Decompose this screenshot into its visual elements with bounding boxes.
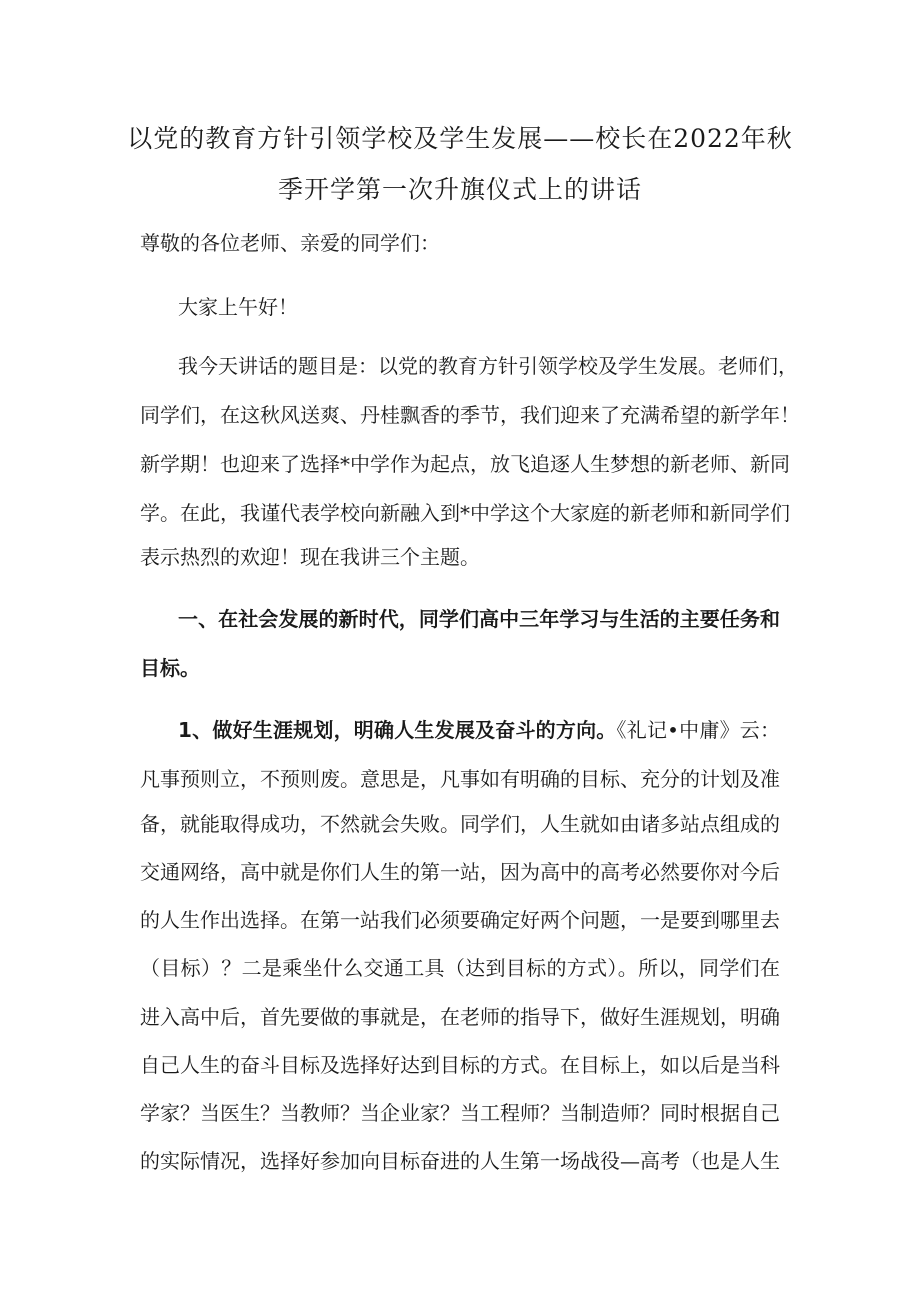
- body-line: 自己人生的奋斗目标及选择好达到目标的方式。在目标上，如以后是当科: [140, 1053, 780, 1077]
- intro-line: 我今天讲话的题目是：以党的教育方针引领学校及学生发展。老师们，: [178, 354, 798, 378]
- salutation: 尊敬的各位老师、亲爱的同学们：: [140, 231, 440, 255]
- body-line: 进入高中后，首先要做的事就是，在老师的指导下，做好生涯规划，明确: [140, 1005, 780, 1029]
- document-title-line-1: 以党的教育方针引领学校及学生发展——校长在2022年秋: [127, 124, 793, 153]
- document-title-line-2: 季开学第一次升旗仪式上的讲话: [277, 175, 642, 204]
- intro-line: 同学们，在这秋风送爽、丹桂飘香的季节，我们迎来了充满希望的新学年！: [140, 403, 800, 427]
- greeting: 大家上午好！: [178, 295, 298, 319]
- section-1-heading-line: 一、在社会发展的新时代，同学们高中三年学习与生活的主要任务和: [178, 607, 780, 631]
- body-line: 凡事预则立，不预则废。意思是，凡事如有明确的目标、充分的计划及准: [140, 767, 780, 791]
- intro-line: 学。在此，我谨代表学校向新融入到*中学这个大家庭的新老师和新同学们: [140, 501, 790, 525]
- body-line: 的人生作出选择。在第一站我们必须要确定好两个问题，一是要到哪里去: [140, 908, 780, 932]
- section-1-heading-line: 目标。: [140, 656, 200, 680]
- intro-line: 新学期！也迎来了选择*中学作为起点，放飞追逐人生梦想的新老师、新同: [140, 452, 790, 476]
- body-line: 的实际情况，选择好参加向目标奋进的人生第一场战役—高考（也是人生: [140, 1149, 780, 1173]
- point-1-first-line-rest: 《礼记•中庸》云：: [616, 718, 781, 742]
- body-line: 交通网络，高中就是你们人生的第一站，因为高中的高考必然要你对今后: [140, 860, 780, 884]
- point-1-heading: 1、做好生涯规划，明确人生发展及奋斗的方向。: [178, 718, 617, 742]
- intro-line: 表示热烈的欢迎！现在我讲三个主题。: [140, 545, 480, 569]
- body-line: 学家？当医生？当教师？当企业家？当工程师？当制造师？同时根据自己: [140, 1101, 780, 1125]
- point-1-first-line: [178, 716, 780, 744]
- body-line: （目标）？二是乘坐什么交通工具（达到目标的方式）。所以，同学们在: [140, 956, 780, 980]
- body-line: 备，就能取得成功，不然就会失败。同学们，人生就如由诸多站点组成的: [140, 812, 780, 836]
